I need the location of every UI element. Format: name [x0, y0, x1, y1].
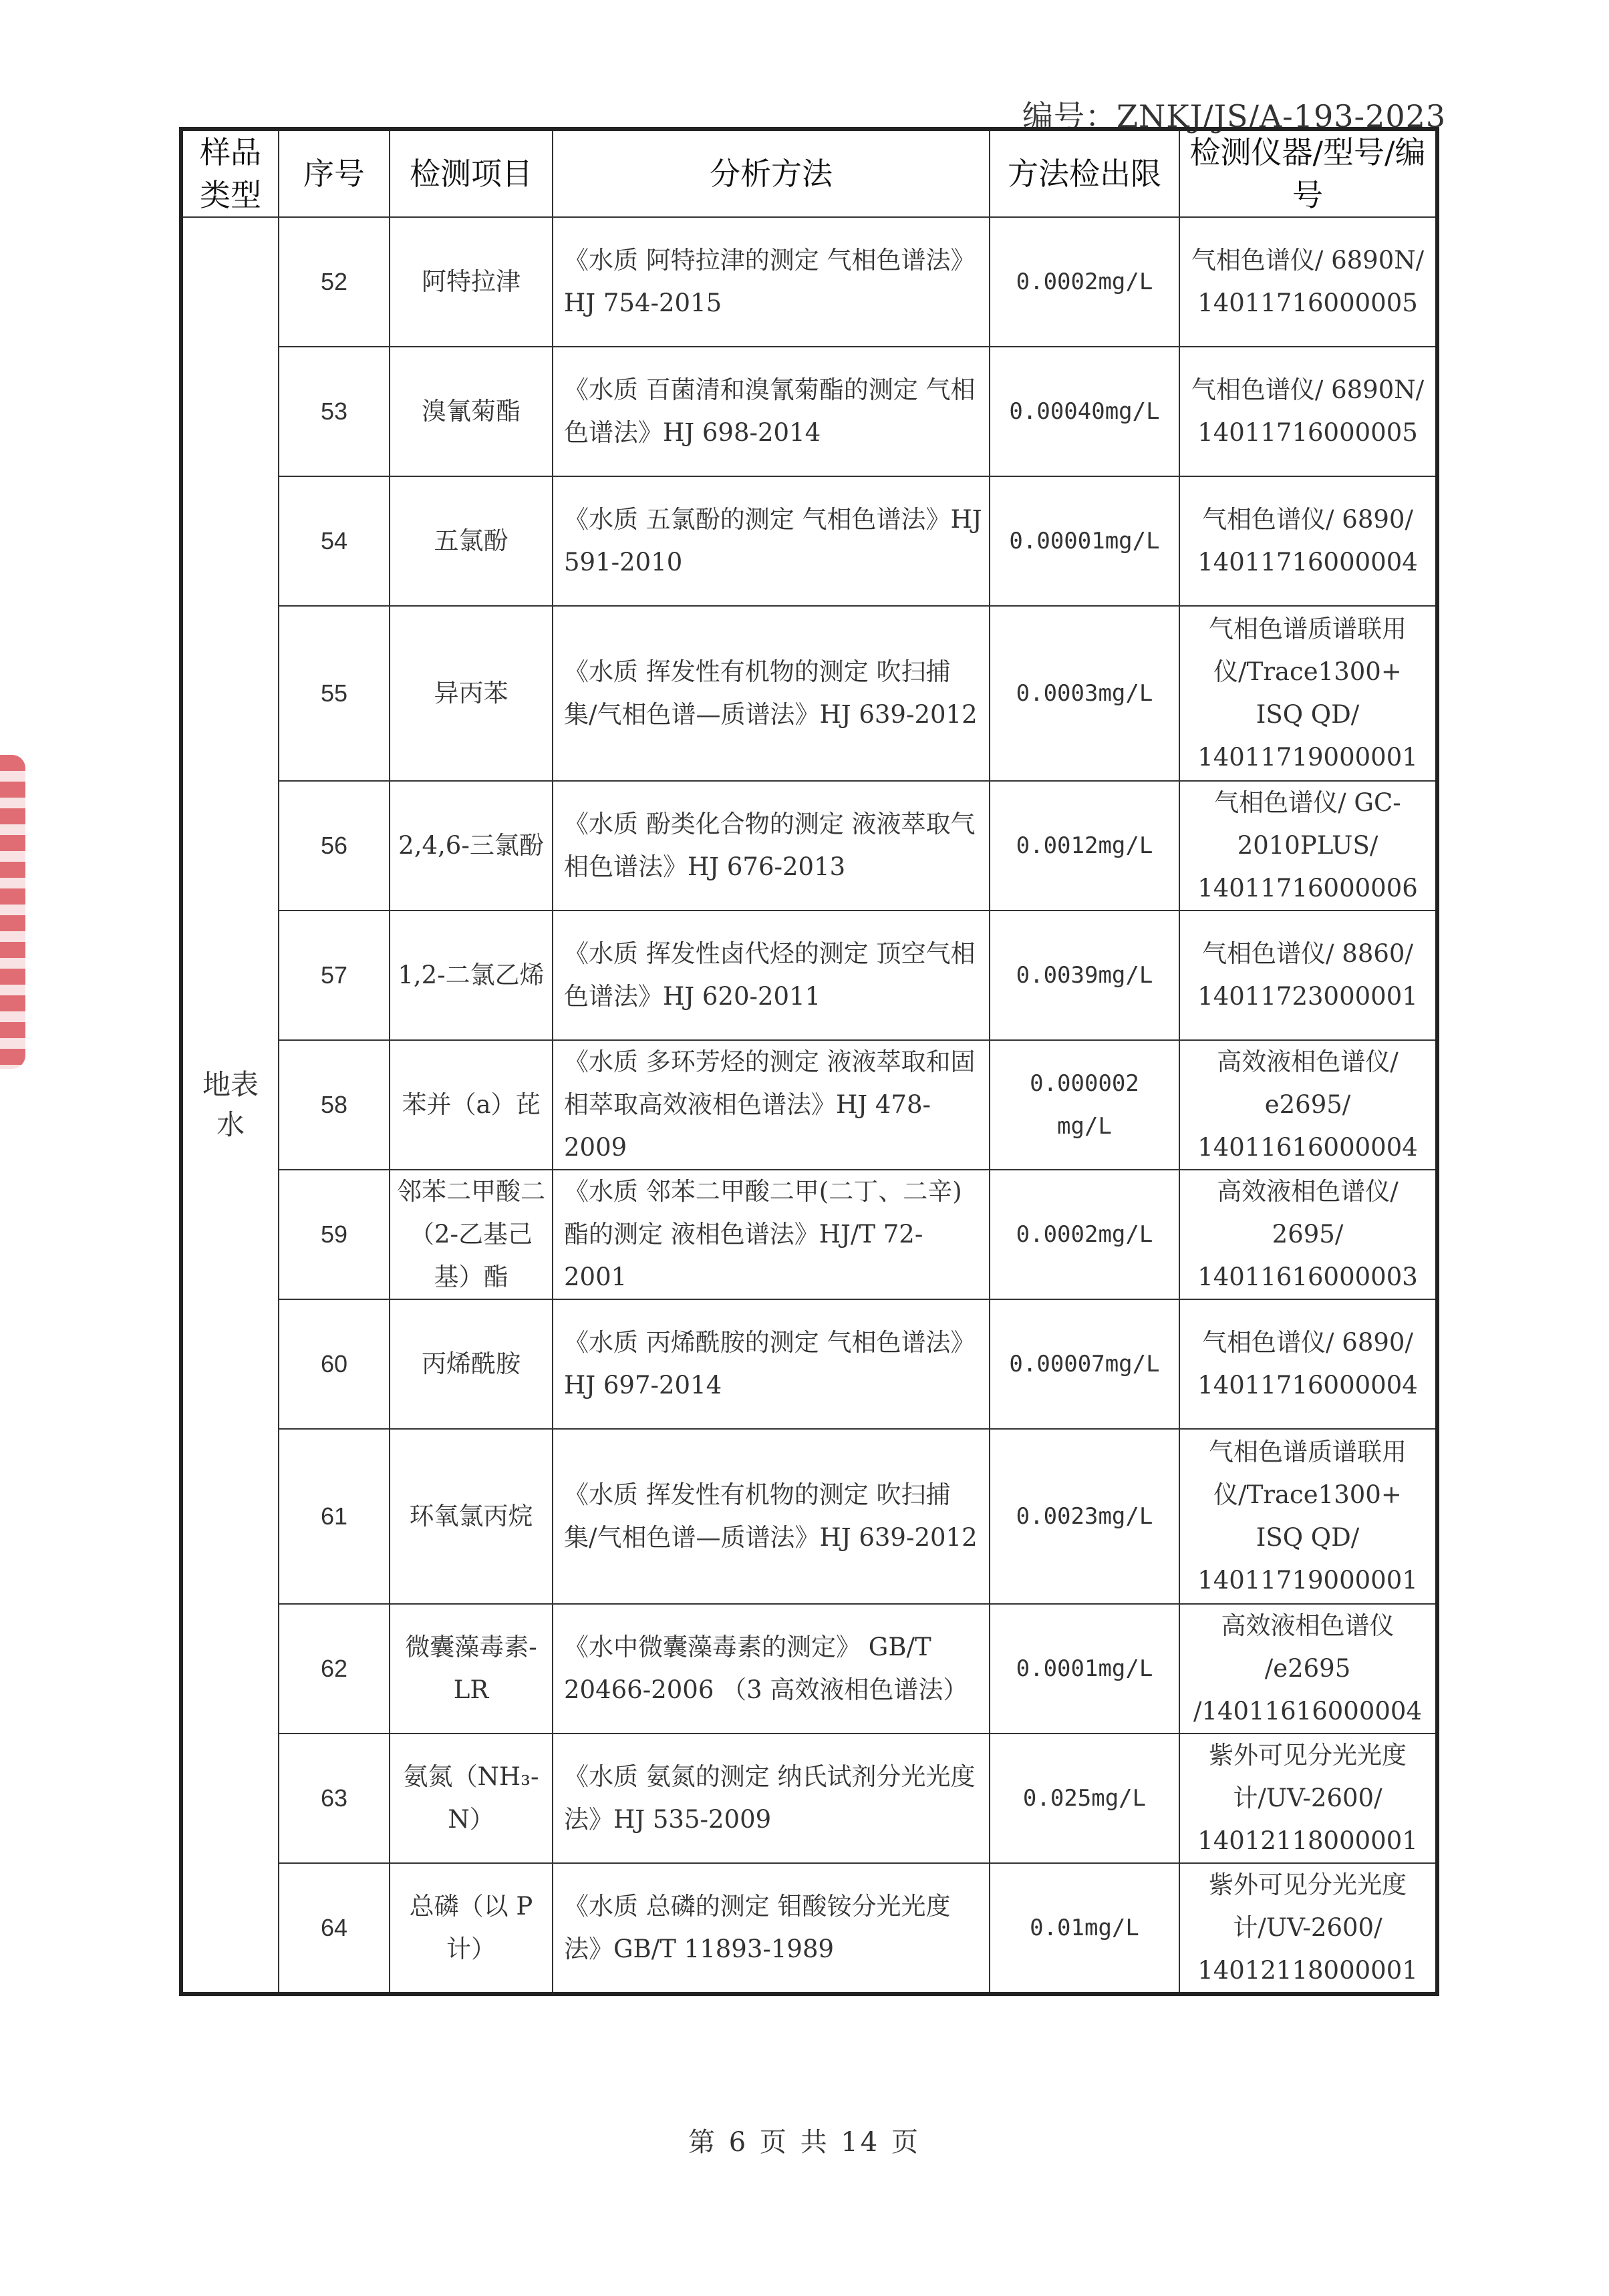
- seq-cell: 62: [279, 1604, 390, 1734]
- seq-cell: 55: [279, 606, 390, 781]
- seq-cell: 52: [279, 217, 390, 347]
- table-row: [181, 1429, 1437, 1604]
- item-cell: 阿特拉津: [390, 217, 553, 347]
- seq-cell: 60: [279, 1299, 390, 1429]
- instrument-cell: 气相色谱仪/ 6890N/ 14011716000005: [1179, 217, 1437, 347]
- page-footer: 第 6 页 共 14 页: [688, 2127, 921, 2158]
- item-cell: 总磷（以 P 计）: [390, 1863, 553, 1994]
- limit-cell: 0.0003mg/L: [990, 606, 1179, 781]
- method-cell: 《水质 邻苯二甲酸二甲(二丁、二辛)酯的测定 液相色谱法》HJ/T 72-2001: [553, 1170, 990, 1299]
- item-cell: 微囊藻毒素-LR: [390, 1604, 553, 1734]
- seq-cell: 63: [279, 1734, 390, 1863]
- limit-cell: 0.00001mg/L: [990, 476, 1179, 606]
- seq-cell: 59: [279, 1170, 390, 1299]
- seq-cell: 58: [279, 1040, 390, 1170]
- table-row: [181, 1604, 1437, 1734]
- seq-cell: 56: [279, 781, 390, 911]
- header-seq: 序号: [279, 129, 390, 217]
- item-cell: 溴氰菊酯: [390, 347, 553, 476]
- test-methods-table-wrapper: [179, 127, 1435, 1996]
- table-row: [181, 1170, 1437, 1299]
- limit-cell: 0.01mg/L: [990, 1863, 1179, 1994]
- table-header-row: [181, 129, 1437, 217]
- instrument-cell: 高效液相色谱仪/ e2695/ 14011616000004: [1179, 1040, 1437, 1170]
- header-method: 分析方法: [553, 129, 990, 217]
- method-cell: 《水质 百菌清和溴氰菊酯的测定 气相色谱法》HJ 698-2014: [553, 347, 990, 476]
- method-cell: 《水质 氨氮的测定 纳氏试剂分光光度法》HJ 535-2009: [553, 1734, 990, 1863]
- table-row: [181, 1040, 1437, 1170]
- header-item: 检测项目: [390, 129, 553, 217]
- limit-cell: 0.0012mg/L: [990, 781, 1179, 911]
- method-cell: 《水质 多环芳烃的测定 液液萃取和固相萃取高效液相色谱法》HJ 478-2009: [553, 1040, 990, 1170]
- limit-cell: 0.000002 mg/L: [990, 1040, 1179, 1170]
- header-instrument: 检测仪器/型号/编号: [1179, 129, 1437, 217]
- document-number: 编号：ZNKJ/JS/A-193-2023: [1022, 98, 1447, 134]
- limit-cell: 0.025mg/L: [990, 1734, 1179, 1863]
- table-row: [181, 1299, 1437, 1429]
- method-cell: 《水质 挥发性有机物的测定 吹扫捕集/气相色谱—质谱法》HJ 639-2012: [553, 606, 990, 781]
- table-row: [181, 1863, 1437, 1994]
- header-sample-type: 样品类型: [181, 129, 279, 217]
- seq-cell: 64: [279, 1863, 390, 1994]
- method-cell: 《水质 挥发性有机物的测定 吹扫捕集/气相色谱—质谱法》HJ 639-2012: [553, 1429, 990, 1604]
- instrument-cell: 气相色谱仪/ GC-2010PLUS/ 14011716000006: [1179, 781, 1437, 911]
- instrument-cell: 气相色谱质谱联用仪/Trace1300+ ISQ QD/ 14011719000001: [1179, 606, 1437, 781]
- table-row: [181, 911, 1437, 1040]
- instrument-cell: 气相色谱仪/ 6890/ 14011716000004: [1179, 476, 1437, 606]
- instrument-cell: 高效液相色谱仪/ 2695/ 14011616000003: [1179, 1170, 1437, 1299]
- red-seal-stamp: [0, 755, 25, 1069]
- table-row: [181, 217, 1437, 347]
- seq-cell: 61: [279, 1429, 390, 1604]
- instrument-cell: 紫外可见分光光度计/UV-2600/ 14012118000001: [1179, 1863, 1437, 1994]
- instrument-cell: 气相色谱仪/ 6890N/ 14011716000005: [1179, 347, 1437, 476]
- seq-cell: 53: [279, 347, 390, 476]
- limit-cell: 0.00040mg/L: [990, 347, 1179, 476]
- method-cell: 《水质 挥发性卤代烃的测定 顶空气相色谱法》HJ 620-2011: [553, 911, 990, 1040]
- item-cell: 丙烯酰胺: [390, 1299, 553, 1429]
- item-cell: 氨氮（NH₃-N）: [390, 1734, 553, 1863]
- table-row: [181, 476, 1437, 606]
- limit-cell: 0.0002mg/L: [990, 217, 1179, 347]
- table-row: [181, 1734, 1437, 1863]
- item-cell: 异丙苯: [390, 606, 553, 781]
- instrument-cell: 气相色谱仪/ 6890/ 14011716000004: [1179, 1299, 1437, 1429]
- item-cell: 2,4,6-三氯酚: [390, 781, 553, 911]
- limit-cell: 0.0039mg/L: [990, 911, 1179, 1040]
- limit-cell: 0.00007mg/L: [990, 1299, 1179, 1429]
- item-cell: 1,2-二氯乙烯: [390, 911, 553, 1040]
- instrument-cell: 紫外可见分光光度计/UV-2600/ 14012118000001: [1179, 1734, 1437, 1863]
- test-methods-table: [179, 127, 1439, 1996]
- item-cell: 邻苯二甲酸二（2-乙基己基）酯: [390, 1170, 553, 1299]
- seq-cell: 54: [279, 476, 390, 606]
- limit-cell: 0.0023mg/L: [990, 1429, 1179, 1604]
- method-cell: 《水质 阿特拉津的测定 气相色谱法》HJ 754-2015: [553, 217, 990, 347]
- table-row: [181, 781, 1437, 911]
- item-cell: 环氧氯丙烷: [390, 1429, 553, 1604]
- header-limit: 方法检出限: [990, 129, 1179, 217]
- item-cell: 五氯酚: [390, 476, 553, 606]
- instrument-cell: 高效液相色谱仪 /e2695 /14011616000004: [1179, 1604, 1437, 1734]
- method-cell: 《水质 丙烯酰胺的测定 气相色谱法》 HJ 697-2014: [553, 1299, 990, 1429]
- instrument-cell: 气相色谱质谱联用仪/Trace1300+ ISQ QD/ 14011719000001: [1179, 1429, 1437, 1604]
- method-cell: 《水质 五氯酚的测定 气相色谱法》HJ 591-2010: [553, 476, 990, 606]
- method-cell: 《水质 酚类化合物的测定 液液萃取气相色谱法》HJ 676-2013: [553, 781, 990, 911]
- item-cell: 苯并（a）芘: [390, 1040, 553, 1170]
- table-row: [181, 347, 1437, 476]
- seq-cell: 57: [279, 911, 390, 1040]
- method-cell: 《水质 总磷的测定 钼酸铵分光光度法》GB/T 11893-1989: [553, 1863, 990, 1994]
- table-row: [181, 606, 1437, 781]
- instrument-cell: 气相色谱仪/ 8860/ 14011723000001: [1179, 911, 1437, 1040]
- sample-type-cell: 地表水: [181, 217, 279, 1994]
- limit-cell: 0.0001mg/L: [990, 1604, 1179, 1734]
- method-cell: 《水中微囊藻毒素的测定》 GB/T 20466-2006 （3 高效液相色谱法）: [553, 1604, 990, 1734]
- limit-cell: 0.0002mg/L: [990, 1170, 1179, 1299]
